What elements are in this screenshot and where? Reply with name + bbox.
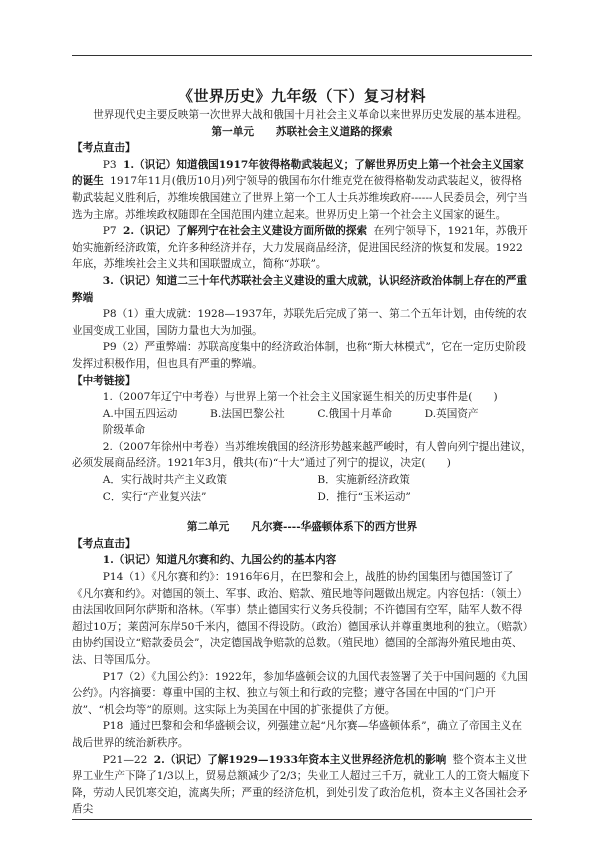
q1-option-a: A.中国五四运动 — [102, 407, 178, 420]
q2-option-d: D．推行“玉米运动” — [317, 490, 411, 503]
p21-body: 整个资本主义世界工业生产下降了1/3以上，贸易总额减少了2/3；失业工人超过三千万，就业工人的工资大幅度下降，劳动人民饥寒交迫，流离失所；严重的经济危机，到处引发了政治危机，资本主义各国社会矛盾尖 — [72, 753, 530, 816]
question2-options-row2 — [72, 489, 532, 506]
p9-paragraph: P9（2）严重弊端：苏联高度集中的经济政治体制，也称“斯大林模式”，它在一定历史阶段发挥过积极作用，但也具有严重的弊端。 — [72, 341, 527, 370]
unit2-label: 第二单元 — [186, 521, 230, 534]
q2-option-a: A．实行战时共产主义政策 — [102, 474, 227, 487]
q1-option-d: D.英国资产 — [424, 407, 479, 420]
point3-heading: 3.（识记）知道二三十年代苏联社会主义建设的重大成就，认识经济政治体制上存在的严重 — [102, 274, 527, 287]
unit1-point1 — [72, 157, 532, 223]
question2-stem: 2.（2007年徐州中考卷）当苏维埃俄国的经济形势越来越严峻时，有人曾向列宁提出建议，必须发展商品经济。1921年3月，俄共(布)“十大”通过了列宁的提议，决定( ) — [72, 440, 532, 470]
q1-option-b: B.法国巴黎公社 — [210, 407, 285, 420]
q1-option-d-cont: 阶级革命 — [102, 424, 146, 437]
p18-paragraph — [72, 718, 532, 751]
p17-paragraph: P17（2）《九国公约》：1922年，参加华盛顿会议的九国代表签署了关于中国问题的《九国公约》。内容摘要：尊重中国的主权、独立与领土和行政的完整；遵守各国在中国的“门户开放”、“机会均等”的原则。这实际上为美国在中国的扩张提供了方便。 — [72, 670, 528, 716]
u2-point2-heading: 2.（识记）了解1929—1933年资本主义世界经济危机的影响 — [153, 753, 447, 766]
unit2-title: 凡尔赛----华盛顿体系下的西方世界 — [251, 521, 418, 534]
unit1-point3 — [72, 273, 532, 306]
q2-option-b: B．实施新经济政策 — [317, 474, 410, 487]
unit1-kaodian-tag: 【考点直击】 — [72, 142, 136, 155]
unit2-point1-heading — [72, 552, 532, 569]
unit1-title: 苏联社会主义道路的探索 — [275, 125, 393, 138]
unit2-heading — [72, 519, 532, 536]
document-body — [72, 86, 532, 818]
document-title: 《世界历史》九年级（下）复习材料 — [177, 87, 426, 105]
point3-heading-cont: 弊端 — [72, 291, 94, 304]
p8-paragraph: P8（1）重大成就：1928—1937年，苏联先后完成了第一、第二个五年计划，由传统的农业国变成工业国，国防力量也大为加强。 — [72, 308, 527, 337]
u2-point1-heading: 1.（识记）知道凡尔赛和约、九国公约的基本内容 — [102, 554, 337, 567]
point1-heading-cont: 诞生 — [82, 175, 104, 188]
q1-option-c: C.俄国十月革命 — [317, 407, 393, 420]
p3-ref: P3 — [102, 158, 117, 171]
p14-paragraph: P14（1）《凡尔赛和约》：1916年6月，在巴黎和会上，战胜的协约国集团与德国签订了《凡尔赛和约》。对德国的领土、军事、政治、赔款、殖民地等问题做出规定。内容包括：（领土）由法国收回阿尔萨斯和洛林。（军事）禁止德国实行义务兵役制；不许德国有空军，陆军人数不得超过10万；莱茵河东岸50千米内，德国不得设防。（政治）德国承认并尊重奥地利的独立。（赔款）由协约国设立“赔款委员会”，决定德国战争赔款的总数。（殖民地）德国的全部海外殖民地由英、法、日等国瓜分。 — [72, 571, 528, 666]
question1-stem: 1.（2007年辽宁中考卷）与世界上第一个社会主义国家诞生相关的历史事件是( ) — [102, 391, 498, 404]
p21-ref: P21—22 — [102, 753, 148, 766]
unit1-zhongkao-tag: 【中考链接】 — [72, 374, 136, 387]
unit1-point2 — [72, 223, 532, 273]
footer-rule — [72, 819, 532, 820]
question1-options — [72, 406, 532, 423]
point1-heading: 1.（识记）知道俄国1917年彼得格勒武装起义；了解世界历史上第一个社会主义国家的 — [72, 158, 524, 188]
point2-body: 在列宁领导下，1921年，苏俄开始实施新经济政策，允许多种经济并存，大力发展商品经济，促进国民经济的恢复和发展。1922年底，苏维埃社会主义共和国联盟成立，简称“苏联”。 — [72, 225, 528, 271]
p18-ref: P18 — [102, 720, 124, 733]
unit1-heading — [72, 124, 532, 141]
point1-body: 1917年11月(俄历10月)列宁领导的俄国布尔什维克党在彼得格勒发动武装起义，彼得格勒武装起义胜利后，苏维埃俄国建立了世界上第一个工人士兵苏维埃政府------人民委员会，列宁当选为主席。苏维埃政权随即在全国范围内建立起来。世界历史上第一个社会主义国家的诞生。 — [72, 175, 528, 221]
unit1-label: 第一单元 — [211, 125, 254, 138]
p18-body: 通过巴黎和会和华盛顿会议，列强建立起“凡尔赛—华盛顿体系”，确立了帝国主义在战后世界的统治新秩序。 — [72, 720, 522, 749]
p7-ref: P7 — [102, 225, 117, 238]
q2-option-c: C．实行“产业复兴法” — [102, 490, 207, 503]
point2-heading: 2.（识记）了解列宁在社会主义建设方面所做的探索 — [122, 225, 368, 238]
unit2-kaodian-tag: 【考点直击】 — [72, 537, 136, 550]
intro-paragraph: 世界现代史主要反映第一次世界大战和俄国十月社会主义革命以来世界历史发展的基本进程。 — [93, 109, 528, 121]
p21-paragraph — [72, 752, 532, 818]
question2-options-row1 — [72, 472, 532, 489]
header-rule — [72, 55, 532, 56]
